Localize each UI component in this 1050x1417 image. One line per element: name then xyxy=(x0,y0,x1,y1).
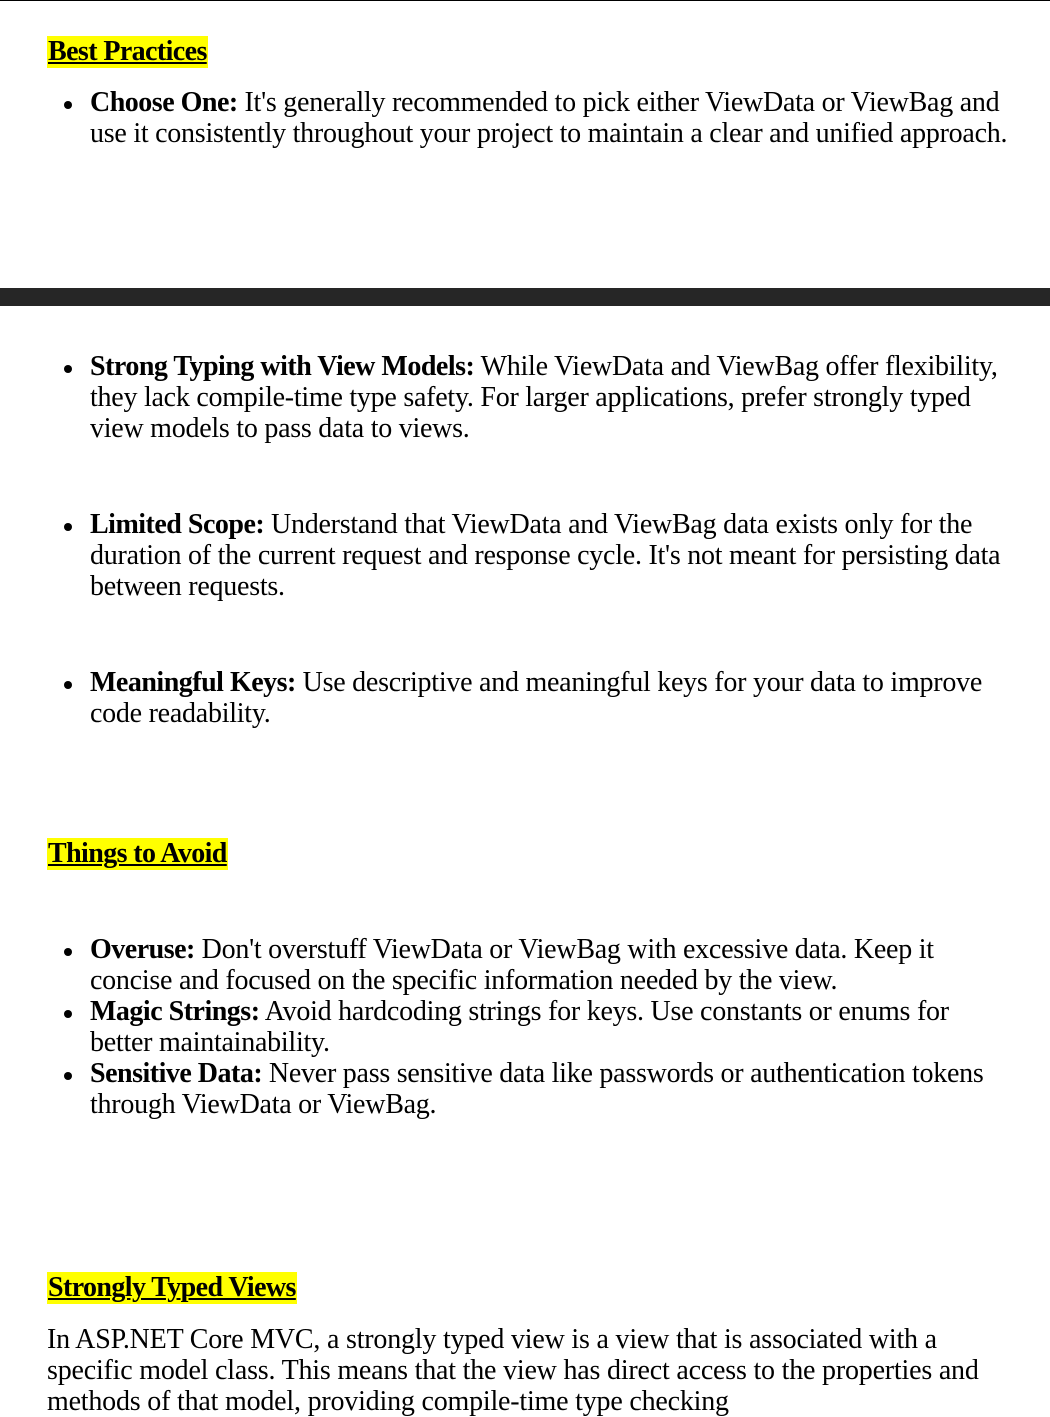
list-item-sensitive-data xyxy=(90,1058,1010,1120)
item-text: Use descriptive and meaningful keys for your data to improve code readability. xyxy=(90,667,982,729)
best-practices-list-part3 xyxy=(90,509,1010,602)
best-practices-list-part4 xyxy=(90,667,1010,729)
item-text: Don't overstuff ViewData or ViewBag with excessive data. Keep it concise and focused on the specific information needed by the view. xyxy=(90,934,934,996)
item-term: Sensitive Data: xyxy=(90,1058,263,1089)
list-item-overuse xyxy=(90,934,1010,996)
page-break-clipped-line xyxy=(0,226,1050,244)
things-to-avoid-list xyxy=(90,934,1010,1120)
strongly-typed-views-heading: Strongly Typed Views xyxy=(48,1272,296,1303)
things-to-avoid-heading: Things to Avoid xyxy=(48,838,227,869)
item-term: Magic Strings: xyxy=(90,996,260,1027)
item-term: Choose One: xyxy=(90,87,238,118)
item-term: Strong Typing with View Models: xyxy=(90,351,475,382)
page-separator xyxy=(0,288,1050,306)
list-item-meaningful-keys xyxy=(90,667,1010,729)
list-item-magic-strings xyxy=(90,996,1010,1058)
item-term: Overuse: xyxy=(90,934,195,965)
item-text: While ViewData and ViewBag offer flexibility, they lack compile-time type safety. For larger applications, prefer strongly typed view models to pass data to views. xyxy=(90,351,998,444)
page-top-border xyxy=(0,0,1050,1)
item-term: Limited Scope: xyxy=(90,509,265,540)
list-item-strong-typing xyxy=(90,351,1010,444)
list-item-limited-scope xyxy=(90,509,1010,602)
item-text: Never pass sensitive data like passwords or authentication tokens through ViewData or ViewBag. xyxy=(90,1058,984,1120)
item-text: Avoid hardcoding strings for keys. Use constants or enums for better maintainability. xyxy=(90,996,949,1058)
item-term: Meaningful Keys: xyxy=(90,667,296,698)
item-text: Understand that ViewData and ViewBag data exists only for the duration of the current request and response cycle. It's not meant for persisting data between requests. xyxy=(90,509,1001,602)
best-practices-heading: Best Practices xyxy=(48,36,207,67)
item-text: It's generally recommended to pick either ViewData or ViewBag and use it consistently throughout your project to maintain a clear and unified approach. xyxy=(90,87,1008,149)
best-practices-list-part2 xyxy=(90,351,1010,444)
strongly-typed-views-intro: In ASP.NET Core MVC, a strongly typed view is a view that is associated with a specific model class. This means that the view has direct access to the properties and methods of that model, providing compile-time type checking xyxy=(47,1324,979,1417)
list-item-choose-one xyxy=(90,87,1010,149)
best-practices-list-part1 xyxy=(90,87,1010,149)
